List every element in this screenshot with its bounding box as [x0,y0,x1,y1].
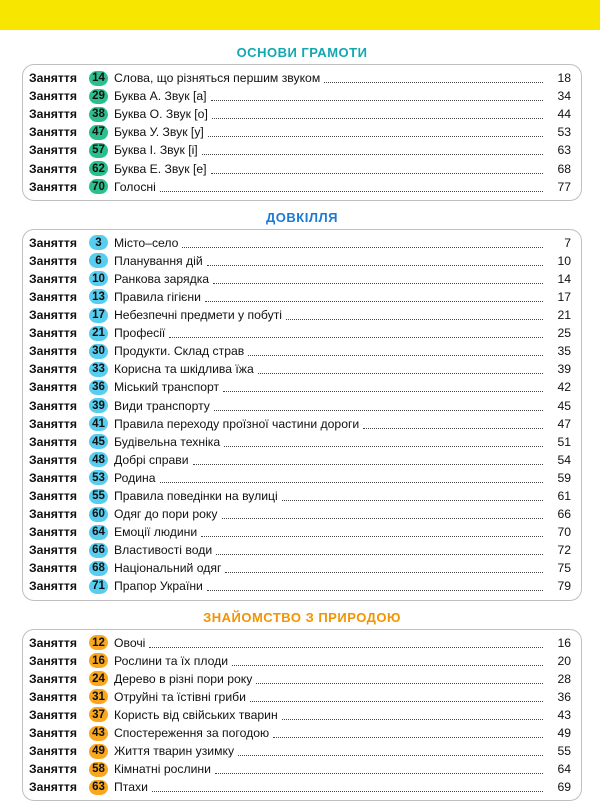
dotted-leader [207,256,543,266]
dotted-leader [258,364,543,374]
section-title-environment: ДОВКІЛЛЯ [266,209,338,225]
lesson-label: Заняття [29,344,77,359]
lesson-label: Заняття [29,635,77,650]
decorative-top-band [0,0,600,30]
lesson-label: Заняття [29,235,77,250]
lesson-topic: Одяг до пори року [114,507,218,522]
page-number: 34 [557,89,571,104]
page-number: 77 [557,179,571,194]
toc-entry [29,652,571,670]
lesson-topic: Планування дій [114,253,203,268]
toc-entry [29,724,571,742]
lesson-topic: Види транспорту [114,398,210,413]
lesson-number-badge: 57 [89,143,108,158]
lesson-topic: Емоції людини [114,525,198,540]
lesson-label: Заняття [29,253,77,268]
lesson-number-badge: 55 [89,489,108,504]
lesson-label: Заняття [29,543,77,558]
lesson-number-badge: 71 [89,579,108,594]
lesson-label: Заняття [29,380,77,395]
page-number: 53 [557,125,571,140]
dotted-leader [211,91,544,101]
page-number: 25 [557,326,571,341]
page-number: 44 [557,107,571,122]
dotted-leader [224,437,543,447]
page-number: 7 [564,235,571,250]
lesson-number-badge: 70 [89,179,108,194]
dotted-leader [215,764,543,774]
toc-entry [29,234,571,252]
section-rows [22,229,582,601]
dotted-leader [324,73,543,83]
lesson-topic: Буква А. Звук [а] [114,89,207,104]
lesson-label: Заняття [29,780,77,795]
lesson-topic: Спостереження за погодою [114,726,270,741]
toc-entry [29,288,571,306]
lesson-number-badge: 66 [89,543,108,558]
page-number: 72 [557,543,571,558]
lesson-label: Заняття [29,726,77,741]
toc-entry [29,469,571,487]
lesson-number-badge: 68 [89,561,108,576]
section-title-nature: ЗНАЙОМСТВО З ПРИРОДОЮ [203,609,401,625]
lesson-number-badge: 64 [89,525,108,540]
toc-entry [29,670,571,688]
lesson-topic: Кімнатні рослини [114,762,211,777]
toc-entry [29,706,571,724]
lesson-label: Заняття [29,326,77,341]
dotted-leader [212,109,543,119]
dotted-leader [149,638,543,648]
lesson-topic: Голосні [114,179,156,194]
toc-entry [29,397,571,415]
lesson-number-badge: 45 [89,434,108,449]
lesson-topic: Дерево в різні пори року [114,671,253,686]
section-environment [22,207,582,601]
toc-entry [29,487,571,505]
lesson-number-badge: 12 [89,635,108,650]
lesson-label: Заняття [29,525,77,540]
lesson-number-badge: 62 [89,161,108,176]
page-number: 51 [557,434,571,449]
page-number: 70 [557,525,571,540]
lesson-topic: Прапор України [114,579,203,594]
toc-entry [29,105,571,123]
lesson-label: Заняття [29,143,77,158]
lesson-topic: Властивості води [114,543,213,558]
page-number: 45 [557,398,571,413]
lesson-number-badge: 13 [89,289,108,304]
table-of-contents [22,36,582,801]
lesson-number-badge: 29 [89,89,108,104]
lesson-label: Заняття [29,671,77,686]
lesson-label: Заняття [29,271,77,286]
lesson-topic: Користь від свійських тварин [114,707,278,722]
lesson-topic: Національний одяг [114,561,222,576]
lesson-topic: Отруйні та їстівні гриби [114,689,246,704]
lesson-topic: Добрі справи [114,452,189,467]
dotted-leader [202,145,543,155]
toc-entry [29,252,571,270]
lesson-number-badge: 10 [89,271,108,286]
toc-entry [29,688,571,706]
lesson-topic: Буква О. Звук [о] [114,107,208,122]
toc-entry [29,178,571,196]
toc-entry [29,742,571,760]
lesson-topic: Продукти. Склад страв [114,344,245,359]
wavy-edge-icon [0,18,600,38]
lesson-label: Заняття [29,179,77,194]
lesson-label: Заняття [29,89,77,104]
dotted-leader [207,581,543,591]
page-number: 64 [557,762,571,777]
lesson-label: Заняття [29,308,77,323]
lesson-label: Заняття [29,362,77,377]
lesson-topic: Буква У. Звук [у] [114,125,204,140]
page-number: 21 [557,308,571,323]
page-number: 63 [557,143,571,158]
toc-entry [29,378,571,396]
lesson-topic: Птахи [114,780,148,795]
lesson-label: Заняття [29,71,77,86]
lesson-topic: Родина [114,470,156,485]
toc-entry [29,577,571,595]
dotted-leader [282,710,543,720]
lesson-number-badge: 24 [89,671,108,686]
lesson-label: Заняття [29,398,77,413]
dotted-leader [214,401,543,411]
toc-entry [29,306,571,324]
lesson-label: Заняття [29,689,77,704]
lesson-label: Заняття [29,744,77,759]
lesson-number-badge: 37 [89,707,108,722]
page-number: 75 [557,561,571,576]
lesson-label: Заняття [29,470,77,485]
lesson-topic: Правила поведінки на вулиці [114,489,278,504]
toc-entry [29,415,571,433]
page-number: 79 [557,579,571,594]
lesson-label: Заняття [29,289,77,304]
lesson-number-badge: 30 [89,344,108,359]
page-number: 54 [557,452,571,467]
lesson-topic: Правила переходу проїзної частини дороги [114,416,360,431]
lesson-topic: Слова, що різняться першим звуком [114,71,321,86]
toc-entry [29,505,571,523]
lesson-label: Заняття [29,507,77,522]
toc-entry [29,159,571,177]
lesson-topic: Професії [114,326,166,341]
toc-entry [29,559,571,577]
page-number: 59 [557,470,571,485]
lesson-topic: Небезпечні предмети у побуті [114,308,283,323]
lesson-number-badge: 48 [89,452,108,467]
dotted-leader [152,782,543,792]
lesson-number-badge: 47 [89,125,108,140]
page-number: 18 [557,71,571,86]
lesson-topic: Буква І. Звук [і] [114,143,198,158]
lesson-label: Заняття [29,579,77,594]
lesson-topic: Буква Е. Звук [е] [114,161,207,176]
page-number: 10 [557,253,571,268]
toc-entry [29,360,571,378]
dotted-leader [248,346,543,356]
page-number: 42 [557,380,571,395]
lesson-number-badge: 16 [89,653,108,668]
toc-entry [29,778,571,796]
lesson-topic: Рослини та їх плоди [114,653,229,668]
page-number: 61 [557,489,571,504]
dotted-leader [160,182,543,192]
lesson-number-badge: 33 [89,362,108,377]
lesson-topic: Корисна та шкідлива їжа [114,362,254,377]
dotted-leader [286,310,543,320]
dotted-leader [363,419,543,429]
dotted-leader [256,674,543,684]
lesson-label: Заняття [29,125,77,140]
page-number: 68 [557,161,571,176]
section-literacy [22,42,582,201]
toc-entry [29,541,571,559]
lesson-number-badge: 43 [89,726,108,741]
lesson-number-badge: 31 [89,689,108,704]
toc-entry [29,634,571,652]
lesson-number-badge: 53 [89,470,108,485]
page-number: 14 [557,271,571,286]
toc-entry [29,141,571,159]
lesson-number-badge: 41 [89,416,108,431]
lesson-number-badge: 14 [89,71,108,86]
lesson-label: Заняття [29,561,77,576]
toc-entry [29,69,571,87]
dotted-leader [213,274,543,284]
dotted-leader [211,164,544,174]
toc-entry [29,523,571,541]
toc-entry [29,123,571,141]
toc-entry [29,760,571,778]
lesson-number-badge: 49 [89,744,108,759]
lesson-number-badge: 17 [89,308,108,323]
dotted-leader [222,509,544,519]
lesson-label: Заняття [29,707,77,722]
toc-entry [29,87,571,105]
page-number: 16 [557,635,571,650]
section-title-literacy: ОСНОВИ ГРАМОТИ [236,45,368,60]
page-number: 39 [557,362,571,377]
lesson-number-badge: 39 [89,398,108,413]
lesson-topic: Міський транспорт [114,380,220,395]
lesson-number-badge: 58 [89,762,108,777]
lesson-label: Заняття [29,434,77,449]
page-number: 69 [557,780,571,795]
lesson-number-badge: 36 [89,380,108,395]
dotted-leader [160,473,543,483]
section-rows [22,64,582,201]
dotted-leader [282,491,543,501]
dotted-leader [193,455,543,465]
lesson-label: Заняття [29,161,77,176]
page-number: 55 [557,744,571,759]
dotted-leader [223,382,543,392]
lesson-number-badge: 3 [89,235,108,250]
lesson-label: Заняття [29,107,77,122]
section-nature [22,607,582,802]
toc-entry [29,324,571,342]
dotted-leader [232,656,543,666]
toc-entry [29,342,571,360]
lesson-topic: Життя тварин узимку [114,744,235,759]
lesson-topic: Правила гігієни [114,289,201,304]
lesson-label: Заняття [29,653,77,668]
dotted-leader [205,292,543,302]
section-rows [22,629,582,802]
lesson-label: Заняття [29,452,77,467]
page-number: 47 [557,416,571,431]
toc-entry [29,433,571,451]
lesson-number-badge: 60 [89,507,108,522]
lesson-topic: Ранкова зарядка [114,271,210,286]
dotted-leader [250,692,543,702]
page-number: 36 [557,689,571,704]
dotted-leader [182,238,543,248]
toc-entry [29,451,571,469]
dotted-leader [216,545,543,555]
toc-entry [29,270,571,288]
dotted-leader [208,127,543,137]
dotted-leader [169,328,543,338]
lesson-label: Заняття [29,762,77,777]
lesson-number-badge: 6 [89,253,108,268]
page-number: 20 [557,653,571,668]
lesson-topic: Будівельна техніка [114,434,221,449]
page-number: 35 [557,344,571,359]
lesson-topic: Овочі [114,635,146,650]
lesson-number-badge: 21 [89,326,108,341]
page-number: 43 [557,707,571,722]
page-number: 49 [557,726,571,741]
lesson-number-badge: 38 [89,107,108,122]
lesson-number-badge: 63 [89,780,108,795]
lesson-topic: Місто–село [114,235,179,250]
dotted-leader [225,563,543,573]
page-number: 28 [557,671,571,686]
lesson-label: Заняття [29,489,77,504]
dotted-leader [201,527,543,537]
lesson-label: Заняття [29,416,77,431]
page-number: 66 [557,507,571,522]
page-number: 17 [557,289,571,304]
dotted-leader [238,746,543,756]
dotted-leader [273,728,543,738]
